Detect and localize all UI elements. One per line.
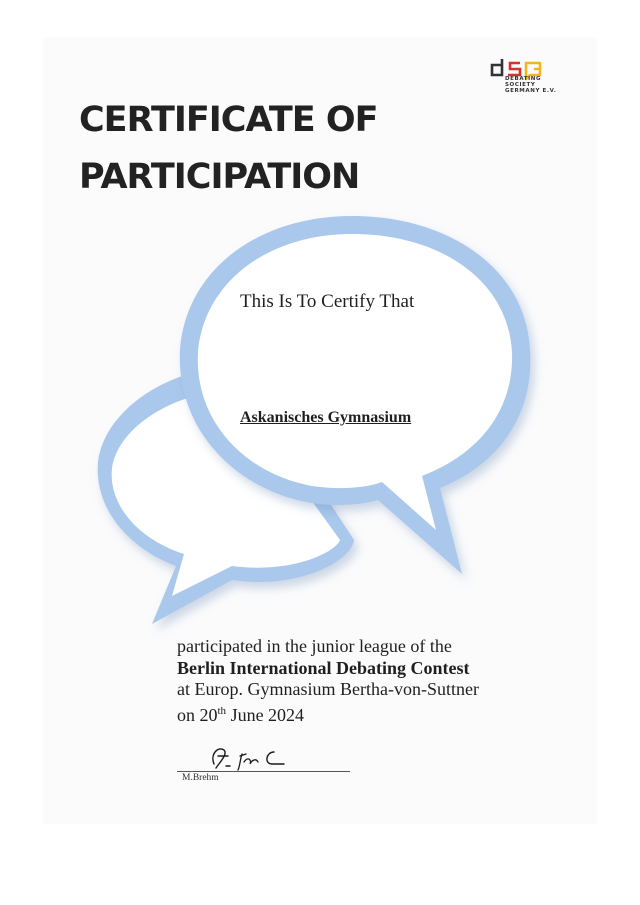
participation-text — [177, 636, 547, 726]
title-line-2: PARTICIPATION — [79, 157, 360, 197]
redacted-name-block — [262, 334, 438, 360]
certify-text: This Is To Certify That — [240, 291, 415, 312]
date-prefix: on 20 — [177, 704, 218, 725]
contest-name: Berlin International Debating Contest — [177, 657, 470, 678]
signature-line — [177, 771, 350, 772]
school-name: Askanisches Gymnasium — [240, 409, 412, 426]
venue-line: at Europ. Gymnasium Bertha-von-Suttner — [177, 679, 479, 699]
logo-line-debating: DEBATING — [505, 76, 542, 82]
title-line-1: CERTIFICATE OF — [79, 100, 378, 140]
date-rest: June 2024 — [226, 704, 305, 725]
redacted-name-block-small — [318, 362, 362, 388]
date-ordinal: th — [217, 704, 227, 717]
logo-line-society: SOCIETY — [505, 82, 536, 89]
participation-line: participated in the junior league of the — [177, 636, 452, 656]
logo-line-germany: GERMANY E.V. — [505, 88, 557, 95]
signer-name: M.Brehm — [182, 773, 219, 783]
date-line — [177, 701, 547, 727]
